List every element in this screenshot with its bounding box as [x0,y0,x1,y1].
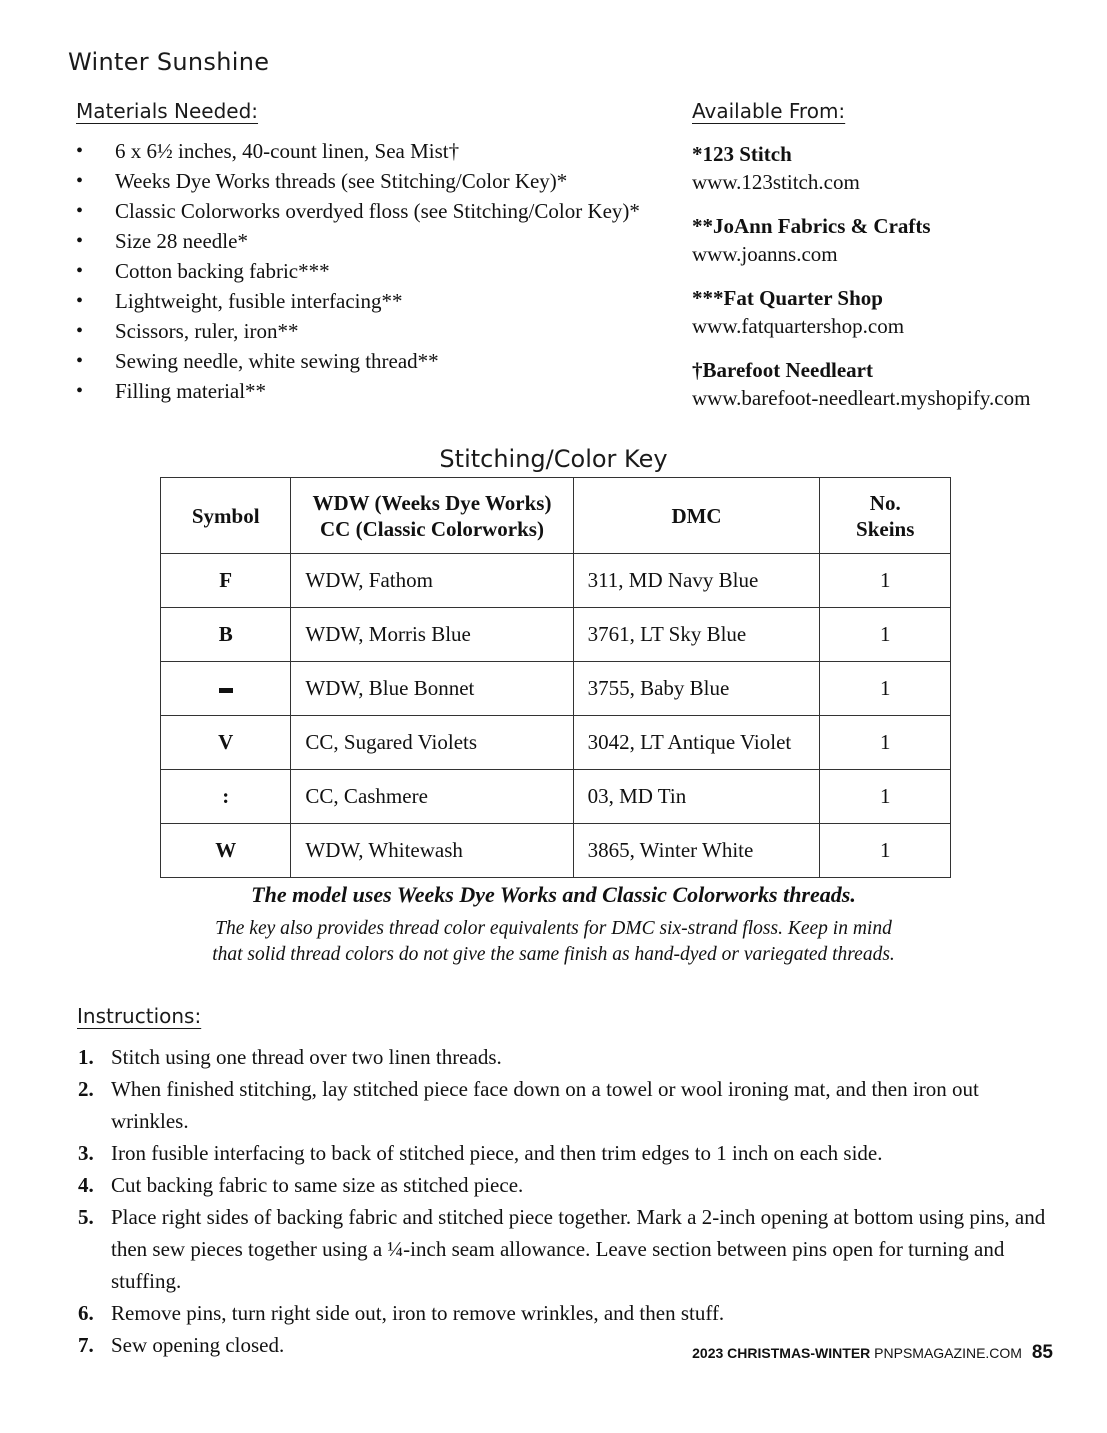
symbol-cell: B [161,608,291,662]
supplier-fat-quarter-shop [692,284,1092,340]
materials-heading: Materials Needed: [76,99,259,123]
skeins-cell: 1 [820,608,951,662]
footer-site[interactable]: PNPSMAGAZINE.COM [874,1345,1022,1361]
symbol-cell [161,662,291,716]
list-item [78,1073,1048,1137]
step-number: 4. [78,1173,94,1197]
header-symbol: Symbol [161,478,291,554]
header-thread-line1: WDW (Weeks Dye Works) [312,490,552,515]
list-item [78,1137,1048,1169]
list-item: • Sewing needle, white sewing thread** [76,346,676,376]
skeins-cell: 1 [820,824,951,878]
key-note [0,916,1107,968]
dmc-cell: 3865, Winter White [573,824,820,878]
list-item: • Lightweight, fusible interfacing** [76,286,676,316]
table-row [161,770,951,824]
page-footer [692,1342,1053,1364]
key-note-line1: The key also provides thread color equivalents for DMC six-strand floss. Keep in mind [215,918,892,939]
header-skeins-line2: Skeins [856,516,915,541]
step-text: Iron fusible interfacing to back of stitched piece, and then trim edges to 1 inch on each side. [111,1141,883,1165]
supplier-123-stitch [692,140,1092,196]
supplier-joann [692,212,1092,268]
step-text: Place right sides of backing fabric and stitched piece together. Mark a 2-inch opening at bottom using pins, and then sew pieces together using a ¼-inch seam allowance. Leave section between pins open for turning and stuffing. [111,1205,1046,1293]
dmc-cell: 3042, LT Antique Violet [573,716,820,770]
step-number: 2. [78,1077,94,1101]
dmc-cell: 03, MD Tin [573,770,820,824]
header-thread [291,478,573,554]
step-number: 7. [78,1333,94,1357]
skeins-cell: 1 [820,554,951,608]
list-item: • Scissors, ruler, iron** [76,316,676,346]
thread-cell: WDW, Blue Bonnet [291,662,573,716]
dmc-cell: 3761, LT Sky Blue [573,608,820,662]
key-note-line2: that solid thread colors do not give the same finish as hand-dyed or variegated threads. [212,944,895,965]
skeins-cell: 1 [820,662,951,716]
table-row [161,608,951,662]
supplier-url[interactable]: www.joanns.com [692,242,838,266]
page-title: Winter Sunshine [68,48,270,76]
footer-issue: 2023 CHRISTMAS-WINTER [692,1345,871,1361]
thread-cell: WDW, Morris Blue [291,608,573,662]
thread-cell: WDW, Whitewash [291,824,573,878]
supplier-list [692,140,1092,428]
header-skeins [820,478,951,554]
thread-cell: WDW, Fathom [291,554,573,608]
dash-symbol-icon [219,688,233,693]
step-number: 5. [78,1205,94,1229]
step-text: Cut backing fabric to same size as stitched piece. [111,1173,524,1197]
dmc-cell: 3755, Baby Blue [573,662,820,716]
supplier-name: †Barefoot Needleart [692,358,873,382]
model-note: The model uses Weeks Dye Works and Classic Colorworks threads. [251,882,856,907]
instructions-heading: Instructions: [77,1004,202,1028]
header-thread-line2: CC (Classic Colorworks) [320,516,544,541]
supplier-barefoot-needleart [692,356,1092,412]
step-text: Remove pins, turn right side out, iron to remove wrinkles, and then stuff. [111,1301,725,1325]
table-header-row [161,478,951,554]
list-item: • Filling material** [76,376,676,406]
supplier-name: **JoAnn Fabrics & Crafts [692,214,931,238]
skeins-cell: 1 [820,716,951,770]
header-dmc: DMC [573,478,820,554]
symbol-cell: : [161,770,291,824]
dmc-cell: 311, MD Navy Blue [573,554,820,608]
table-row [161,554,951,608]
header-skeins-line1: No. [869,490,901,515]
thread-cell: CC, Sugared Violets [291,716,573,770]
supplier-url[interactable]: www.barefoot-needleart.myshopify.com [692,386,1031,410]
step-text: Sew opening closed. [111,1333,285,1357]
symbol-cell: W [161,824,291,878]
step-number: 1. [78,1045,94,1069]
step-text: When finished stitching, lay stitched piece face down on a towel or wool ironing mat, and then iron out wrinkles. [111,1077,979,1133]
available-heading: Available From: [692,99,846,123]
list-item: • Weeks Dye Works threads (see Stitching/Color Key)* [76,166,676,196]
supplier-name: *123 Stitch [692,142,792,166]
step-number: 3. [78,1141,94,1165]
color-key-title: Stitching/Color Key [439,445,668,473]
list-item [78,1297,1048,1329]
thread-cell: CC, Cashmere [291,770,573,824]
step-text: Stitch using one thread over two linen threads. [111,1045,502,1069]
list-item: • Cotton backing fabric*** [76,256,676,286]
table-row [161,662,951,716]
color-key-table [160,477,951,878]
list-item: • Size 28 needle* [76,226,676,256]
step-number: 6. [78,1301,94,1325]
table-row [161,716,951,770]
skeins-cell: 1 [820,770,951,824]
supplier-name: ***Fat Quarter Shop [692,286,883,310]
list-item: • 6 x 6½ inches, 40-count linen, Sea Mist† [76,136,676,166]
instructions-list [78,1041,1048,1361]
symbol-cell: V [161,716,291,770]
materials-list [76,136,676,406]
supplier-url[interactable]: www.123stitch.com [692,170,860,194]
page-number: 85 [1031,1342,1053,1363]
list-item [78,1041,1048,1073]
list-item: • Classic Colorworks overdyed floss (see Stitching/Color Key)* [76,196,676,226]
list-item [78,1169,1048,1201]
list-item [78,1201,1048,1297]
table-row [161,824,951,878]
supplier-url[interactable]: www.fatquartershop.com [692,314,905,338]
symbol-cell: F [161,554,291,608]
